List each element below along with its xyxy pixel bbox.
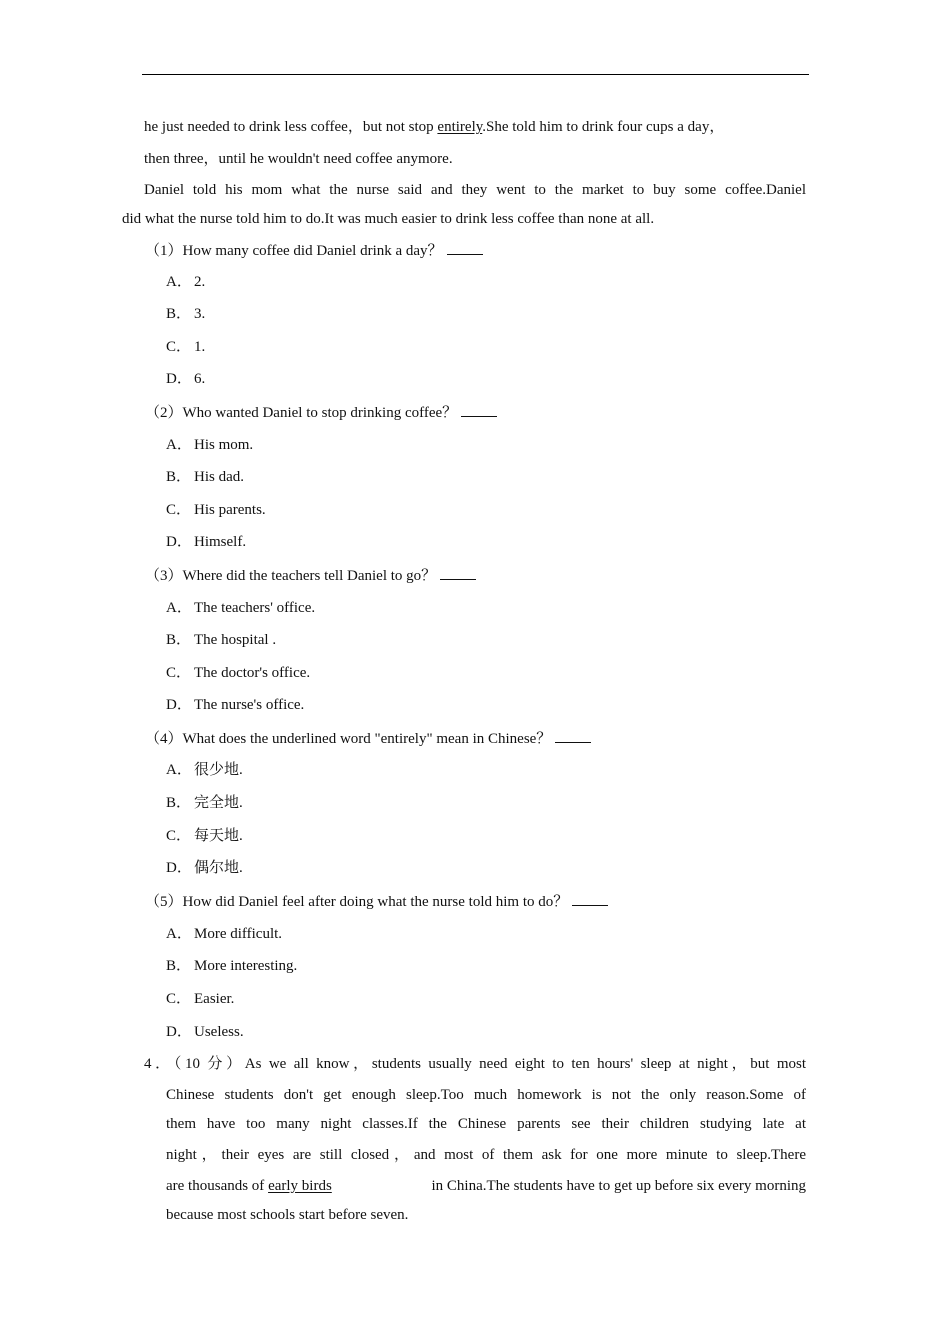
option-text: 1. — [194, 339, 206, 355]
option-text: More difficult. — [194, 926, 283, 942]
option-letter: D． — [166, 534, 192, 550]
passage-text: he just needed to drink less coffee，but not stop — [144, 119, 438, 135]
option-text: His parents. — [194, 502, 266, 518]
option-text: Himself. — [194, 534, 247, 550]
option-text: 偶尔地. — [194, 860, 243, 876]
question-4-stem — [145, 728, 591, 749]
question-2-stem — [145, 402, 497, 423]
section-4-line-2: Chinese students don't get enough sleep.Too much homework is not the only reason.Some of — [166, 1087, 806, 1103]
option-letter: C． — [166, 502, 192, 518]
option-text: The teachers' office. — [194, 600, 316, 616]
question-1-option-b[interactable] — [166, 304, 205, 324]
section-4-line-6: because most schools start before seven. — [166, 1207, 409, 1223]
option-text: 6. — [194, 371, 206, 387]
question-4-option-b[interactable] — [166, 793, 243, 813]
option-text: The nurse's office. — [194, 697, 305, 713]
question-1-option-d[interactable] — [166, 369, 205, 389]
section-4-line-3: them have too many night classes.If the Chinese parents see their children studying late at — [166, 1116, 806, 1132]
passage-line-2: then three，until he wouldn't need coffee anymore. — [144, 151, 453, 167]
option-letter: B． — [166, 958, 192, 974]
option-letter: B． — [166, 469, 192, 485]
question-4-option-c[interactable] — [166, 826, 243, 846]
option-text: 3. — [194, 306, 206, 322]
paragraph-2-line-1: Daniel told his mom what the nurse said and they went to the market to buy some coffee.Daniel — [144, 182, 806, 198]
question-text: （1）How many coffee did Daniel drink a day？ — [145, 243, 443, 259]
section-4-line-5-start — [166, 1176, 332, 1196]
underlined-word-entirely: entirely — [437, 119, 483, 135]
option-letter: A． — [166, 437, 192, 453]
header-rule — [142, 74, 809, 75]
option-letter: A． — [166, 762, 192, 778]
option-letter: C． — [166, 665, 192, 681]
question-2-option-d[interactable] — [166, 532, 246, 552]
option-text: Easier. — [194, 991, 235, 1007]
passage-text: .She told him to drink four cups a day， — [482, 119, 725, 135]
answer-blank — [572, 891, 608, 906]
option-text: 每天地. — [194, 828, 243, 844]
question-4-option-a[interactable] — [166, 760, 243, 780]
paragraph-2-line-2: did what the nurse told him to do.It was much easier to drink less coffee than none at all. — [122, 211, 655, 227]
question-3-stem — [145, 565, 476, 586]
option-letter: B． — [166, 306, 192, 322]
option-letter: A． — [166, 926, 192, 942]
answer-blank — [461, 402, 497, 417]
question-5-option-c[interactable] — [166, 989, 234, 1009]
option-text: His mom. — [194, 437, 254, 453]
option-letter: D． — [166, 697, 192, 713]
question-1-option-c[interactable] — [166, 337, 205, 357]
question-2-option-a[interactable] — [166, 435, 253, 455]
option-text: 2. — [194, 274, 206, 290]
question-1-option-a[interactable] — [166, 272, 205, 292]
answer-blank — [440, 565, 476, 580]
option-text: The hospital . — [194, 632, 277, 648]
question-text: （4）What does the underlined word "entirely" mean in Chinese？ — [145, 731, 552, 747]
option-letter: C． — [166, 339, 192, 355]
passage-line-1 — [144, 117, 724, 137]
question-5-stem — [145, 891, 608, 912]
question-text: （5）How did Daniel feel after doing what the nurse told him to do？ — [145, 894, 569, 910]
option-letter: D． — [166, 1024, 192, 1040]
option-text: 完全地. — [194, 795, 243, 811]
question-5-option-d[interactable] — [166, 1022, 244, 1042]
option-letter: C． — [166, 828, 192, 844]
question-3-option-c[interactable] — [166, 663, 310, 683]
question-3-option-d[interactable] — [166, 695, 304, 715]
option-letter: B． — [166, 632, 192, 648]
question-3-option-b[interactable] — [166, 630, 276, 650]
option-text: More interesting. — [194, 958, 298, 974]
question-2-option-b[interactable] — [166, 467, 244, 487]
option-letter: C． — [166, 991, 192, 1007]
passage-text: in China.The students have to get up before six every morning — [431, 1178, 806, 1194]
underlined-phrase-early-birds: early birds — [268, 1178, 332, 1194]
option-text: 很少地. — [194, 762, 243, 778]
option-text: Useless. — [194, 1024, 244, 1040]
question-4-option-d[interactable] — [166, 858, 243, 878]
section-4-line-4: night，their eyes are still closed，and most of them ask for one more minute to sleep.There — [166, 1147, 806, 1163]
option-text: The doctor's office. — [194, 665, 311, 681]
question-5-option-b[interactable] — [166, 956, 297, 976]
option-letter: B． — [166, 795, 192, 811]
option-letter: D． — [166, 860, 192, 876]
question-5-option-a[interactable] — [166, 924, 282, 944]
option-letter: D． — [166, 371, 192, 387]
question-text: （2）Who wanted Daniel to stop drinking coffee？ — [145, 405, 458, 421]
option-letter: A． — [166, 274, 192, 290]
question-text: （3）Where did the teachers tell Daniel to go？ — [145, 568, 437, 584]
option-letter: A． — [166, 600, 192, 616]
answer-blank — [555, 728, 591, 743]
section-4-line-1: 4．（10 分）As we all know，students usually need eight to ten hours' sleep at night，but most — [144, 1056, 806, 1072]
question-1-stem — [145, 240, 483, 261]
answer-blank — [447, 240, 483, 255]
passage-text: are thousands of — [166, 1178, 269, 1194]
option-text: His dad. — [194, 469, 244, 485]
question-2-option-c[interactable] — [166, 500, 266, 520]
section-4-line-5 — [166, 1176, 806, 1196]
question-3-option-a[interactable] — [166, 598, 315, 618]
